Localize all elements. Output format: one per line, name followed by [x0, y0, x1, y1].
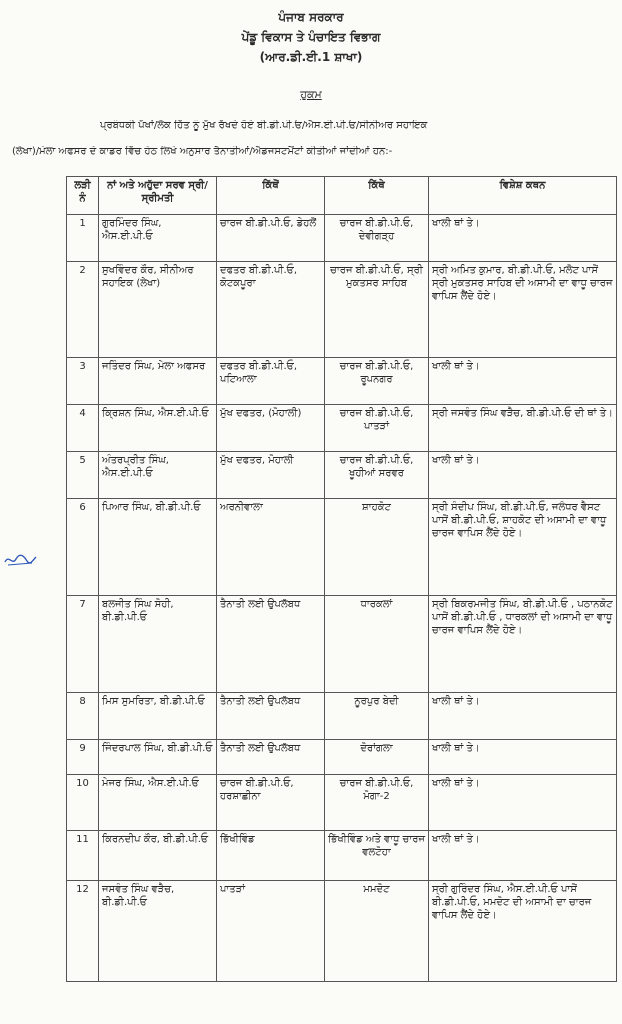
cell-remarks: ਸ੍ਰੀ ਗੁਰਿੰਦਰ ਸਿੰਘ, ਐਸ.ਈ.ਪੀ.ਓ ਪਾਸੋਂ ਬੀ.ਡੀ.ਪੀ.ਓ, ਮਮਦੋਟ ਦੀ ਅਸਾਮੀ ਦਾ ਚਾਰਜ ਵਾਪਿਸ ਲੈਂਦੇ ਹੋਏ।	[429, 881, 617, 982]
cell-from: ਅਰਨੀਵਾਲਾ	[217, 499, 325, 596]
cell-from: ਪਾਤੜਾਂ	[217, 881, 325, 982]
cell-sno: 4	[67, 405, 99, 452]
table-row	[67, 831, 617, 881]
intro-line-2: (ਲੇਖਾ)/ਮੇਲਾ ਅਫਸਰ ਦੇ ਕਾਡਰ ਵਿੱਚ ਹੇਠ ਲਿਖੇ ਅਨੁਸਾਰ ਤੈਨਾਤੀਆਂ/ਐਡਜਸਟਮੈਂਟਾਂ ਕੀਤੀਆਂ ਜਾਂਦੀਆਂ ਹਨ:-	[12, 146, 393, 157]
cell-remarks: ਸ੍ਰੀ ਸੰਦੀਪ ਸਿੰਘ, ਬੀ.ਡੀ.ਪੀ.ਓ, ਜਲੰਧਰ ਵੈਸਟ ਪਾਸੋਂ ਬੀ.ਡੀ.ਪੀ.ਓ, ਸ਼ਾਹਕੋਟ ਦੀ ਅਸਾਮੀ ਦਾ ਵਾਧੂ ਚਾਰਜ ਵਾਪਿਸ ਲੈਂਦੇ ਹੋਏ।	[429, 499, 617, 596]
table-row	[67, 405, 617, 452]
cell-to: ਚਾਰਜ ਬੀ.ਡੀ.ਪੀ.ਓ, ਸ੍ਰੀ ਮੁਕਤਸਰ ਸਾਹਿਬ	[325, 262, 429, 358]
header-name: ਨਾਂ ਅਤੇ ਅਹੁੱਦਾ ਸਰਵ ਸ੍ਰੀ/ਸ੍ਰੀਮਤੀ	[99, 177, 217, 215]
cell-to: ਚਾਰਜ ਬੀ.ਡੀ.ਪੀ.ਓ, ਪਾਤੜਾਂ	[325, 405, 429, 452]
header-remarks: ਵਿਸ਼ੇਸ਼ ਕਥਨ	[429, 177, 617, 215]
cell-from: ਮੁੱਖ ਦਫਤਰ, (ਮੋਹਾਲੀ)	[217, 405, 325, 452]
cell-name: ਬਲਜੀਤ ਸਿੰਘ ਸੋਹੀ, ਬੀ.ਡੀ.ਪੀ.ਓ	[99, 596, 217, 693]
cell-from: ਭਿੱਖੀਵਿੰਡ	[217, 831, 325, 881]
cell-remarks: ਖਾਲੀ ਥਾਂ ਤੇ।	[429, 693, 617, 740]
cell-to: ਨੂਰਪੁਰ ਬੇਦੀ	[325, 693, 429, 740]
cell-remarks: ਸ੍ਰੀ ਬਿਕਰਮਜੀਤ ਸਿੰਘ, ਬੀ.ਡੀ.ਪੀ.ਓ , ਪਠਾਨਕੋਟ ਪਾਸੋਂ ਬੀ.ਡੀ.ਪੀ.ਓ , ਧਾਰਕਲਾਂ ਦੀ ਅਸਾਮੀ ਦਾ ਵਾਧੂ ਚਾਰਜ ਵਾਪਿਸ ਲੈਂਦੇ ਹੋਏ।	[429, 596, 617, 693]
table-row	[67, 215, 617, 262]
table-row	[67, 740, 617, 775]
table-row	[67, 775, 617, 831]
cell-sno: 5	[67, 452, 99, 499]
header-sno: ਲੜੀ ਨੰ	[67, 177, 99, 215]
table-row	[67, 693, 617, 740]
cell-name: ਅੰਤਰਪ੍ਰੀਤ ਸਿੰਘ, ਐਸ.ਈ.ਪੀ.ਓ	[99, 452, 217, 499]
cell-sno: 3	[67, 358, 99, 405]
table-row	[67, 881, 617, 982]
cell-name: ਕ੍ਰਿਸ਼ਨ ਸਿੰਘ, ਐਸ.ਈ.ਪੀ.ਓ	[99, 405, 217, 452]
department-title: ਪੇਂਡੂ ਵਿਕਾਸ ਤੇ ਪੰਚਾਇਤ ਵਿਭਾਗ	[241, 30, 381, 44]
cell-from: ਦਫਤਰ ਬੀ.ਡੀ.ਪੀ.ਓ, ਕੋਟਕਪੂਰਾ	[217, 262, 325, 358]
table-row	[67, 262, 617, 358]
cell-name: ਕਿਰਨਦੀਪ ਕੌਰ, ਬੀ.ਡੀ.ਪੀ.ਓ	[99, 831, 217, 881]
cell-remarks: ਖਾਲੀ ਥਾਂ ਤੇ।	[429, 452, 617, 499]
cell-name: ਜਤਿੰਦਰ ਸਿੰਘ, ਮੇਲਾ ਅਫਸਰ	[99, 358, 217, 405]
table-header-row	[67, 177, 617, 215]
cell-name: ਪਿਆਰ ਸਿੰਘ, ਬੀ.ਡੀ.ਪੀ.ਓ	[99, 499, 217, 596]
cell-remarks: ਖਾਲੀ ਥਾਂ ਤੇ।	[429, 215, 617, 262]
cell-sno: 1	[67, 215, 99, 262]
table-row	[67, 499, 617, 596]
cell-sno: 7	[67, 596, 99, 693]
cell-to: ਦੋਰਾਂਗਲਾ	[325, 740, 429, 775]
cell-from: ਮੁੱਖ ਦਫਤਰ, ਮੋਹਾਲੀ	[217, 452, 325, 499]
cell-remarks: ਖਾਲੀ ਥਾਂ ਤੇ।	[429, 775, 617, 831]
cell-to: ਭਿੱਖੀਵਿੰਡ ਅਤੇ ਵਾਧੂ ਚਾਰਜ ਵਲਟੋਹਾ	[325, 831, 429, 881]
cell-name: ਮਿਸ ਸੁਮਰਿਤਾ, ਬੀ.ਡੀ.ਪੀ.ਓ	[99, 693, 217, 740]
table-row	[67, 596, 617, 693]
order-heading: ਹੁਕਮ	[300, 88, 322, 101]
cell-to: ਚਾਰਜ ਬੀ.ਡੀ.ਪੀ.ਓ, ਦੇਵੀਗੜ੍ਹ	[325, 215, 429, 262]
cell-to: ਚਾਰਜ ਬੀ.ਡੀ.ਪੀ.ਓ, ਰੂਪਨਗਰ	[325, 358, 429, 405]
cell-sno: 2	[67, 262, 99, 358]
cell-from: ਚਾਰਜ ਬੀ.ਡੀ.ਪੀ.ਓ, ਡੇਹਲੋਂ	[217, 215, 325, 262]
cell-to: ਧਾਰਕਲਾਂ	[325, 596, 429, 693]
cell-remarks: ਸ੍ਰੀ ਜਸਵੰਤ ਸਿੰਘ ਵੜੈਚ, ਬੀ.ਡੀ.ਪੀ.ਓ ਦੀ ਥਾਂ ਤੇ।	[429, 405, 617, 452]
cell-from: ਤੈਨਾਤੀ ਲਈ ਉਪਲੱਬਧ	[217, 740, 325, 775]
cell-remarks: ਸ੍ਰੀ ਅਮਿਤ ਕੁਮਾਰ, ਬੀ.ਡੀ.ਪੀ.ਓ, ਮਲੋਟ ਪਾਸੋਂ ਸ੍ਰੀ ਮੁਕਤਸਰ ਸਾਹਿਬ ਦੀ ਅਸਾਮੀ ਦਾ ਵਾਧੂ ਚਾਰਜ ਵਾਪਿਸ ਲੈਂਦੇ ਹੋਏ।	[429, 262, 617, 358]
cell-from: ਦਫਤਰ ਬੀ.ਡੀ.ਪੀ.ਓ, ਪਟਿਆਲਾ	[217, 358, 325, 405]
cell-to: ਮਮਦੋਟ	[325, 881, 429, 982]
cell-sno: 10	[67, 775, 99, 831]
cell-to: ਚਾਰਜ ਬੀ.ਡੀ.ਪੀ.ਓ, ਮੋਗਾ-2	[325, 775, 429, 831]
signature-mark	[2, 548, 38, 570]
cell-sno: 6	[67, 499, 99, 596]
cell-sno: 11	[67, 831, 99, 881]
cell-to: ਸ਼ਾਹਕੋਟ	[325, 499, 429, 596]
government-title: ਪੰਜਾਬ ਸਰਕਾਰ	[278, 10, 344, 24]
cell-remarks: ਖਾਲੀ ਥਾਂ ਤੇ।	[429, 831, 617, 881]
cell-name: ਸੁਖਵਿੰਦਰ ਕੌਰ, ਸੀਨੀਅਰ ਸਹਾਇਕ (ਲੇਖਾ)	[99, 262, 217, 358]
cell-name: ਗੁਰਮਿੰਦਰ ਸਿੰਘ, ਐਸ.ਈ.ਪੀ.ਓ	[99, 215, 217, 262]
header-to: ਕਿੱਥੇ	[325, 177, 429, 215]
cell-sno: 12	[67, 881, 99, 982]
cell-to: ਚਾਰਜ ਬੀ.ਡੀ.ਪੀ.ਓ, ਖੂਹੀਆਂ ਸਰਵਰ	[325, 452, 429, 499]
cell-sno: 8	[67, 693, 99, 740]
cell-name: ਮੇਜਰ ਸਿੰਘ, ਐਸ.ਈ.ਪੀ.ਓ	[99, 775, 217, 831]
intro-line-1: ਪ੍ਰਬੰਧਕੀ ਪੱਖਾਂ/ਲੋਕ ਹਿੱਤ ਨੂੰ ਮੁੱਖ ਰੱਖਦੇ ਹੋਏ ਬੀ.ਡੀ.ਪੀ.ਓ/ਐਸ.ਈ.ਪੀ.ਓ/ਸੀਨੀਅਰ ਸਹਾਇਕ	[100, 120, 428, 131]
cell-from: ਤੈਨਾਤੀ ਲਈ ਉਪਲੱਬਧ	[217, 693, 325, 740]
table-row	[67, 358, 617, 405]
transfer-table	[66, 176, 617, 982]
cell-name: ਜਿੰਦਰਪਾਲ ਸਿੰਘ, ਬੀ.ਡੀ.ਪੀ.ਓ	[99, 740, 217, 775]
header-from: ਕਿੱਥੋਂ	[217, 177, 325, 215]
table-row	[67, 452, 617, 499]
cell-remarks: ਖਾਲੀ ਥਾਂ ਤੇ।	[429, 358, 617, 405]
cell-name: ਜਸਵੰਤ ਸਿੰਘ ਵੜੈਚ, ਬੀ.ਡੀ.ਪੀ.ਓ	[99, 881, 217, 982]
cell-from: ਚਾਰਜ ਬੀ.ਡੀ.ਪੀ.ਓ, ਹਰਸ਼ਾਛੀਨਾ	[217, 775, 325, 831]
branch-title: (ਆਰ.ਡੀ.ਈ.1 ਸ਼ਾਖਾ)	[259, 50, 363, 64]
cell-from: ਤੈਨਾਤੀ ਲਈ ਉਪਲੱਬਧ	[217, 596, 325, 693]
cell-sno: 9	[67, 740, 99, 775]
cell-remarks: ਖਾਲੀ ਥਾਂ ਤੇ।	[429, 740, 617, 775]
